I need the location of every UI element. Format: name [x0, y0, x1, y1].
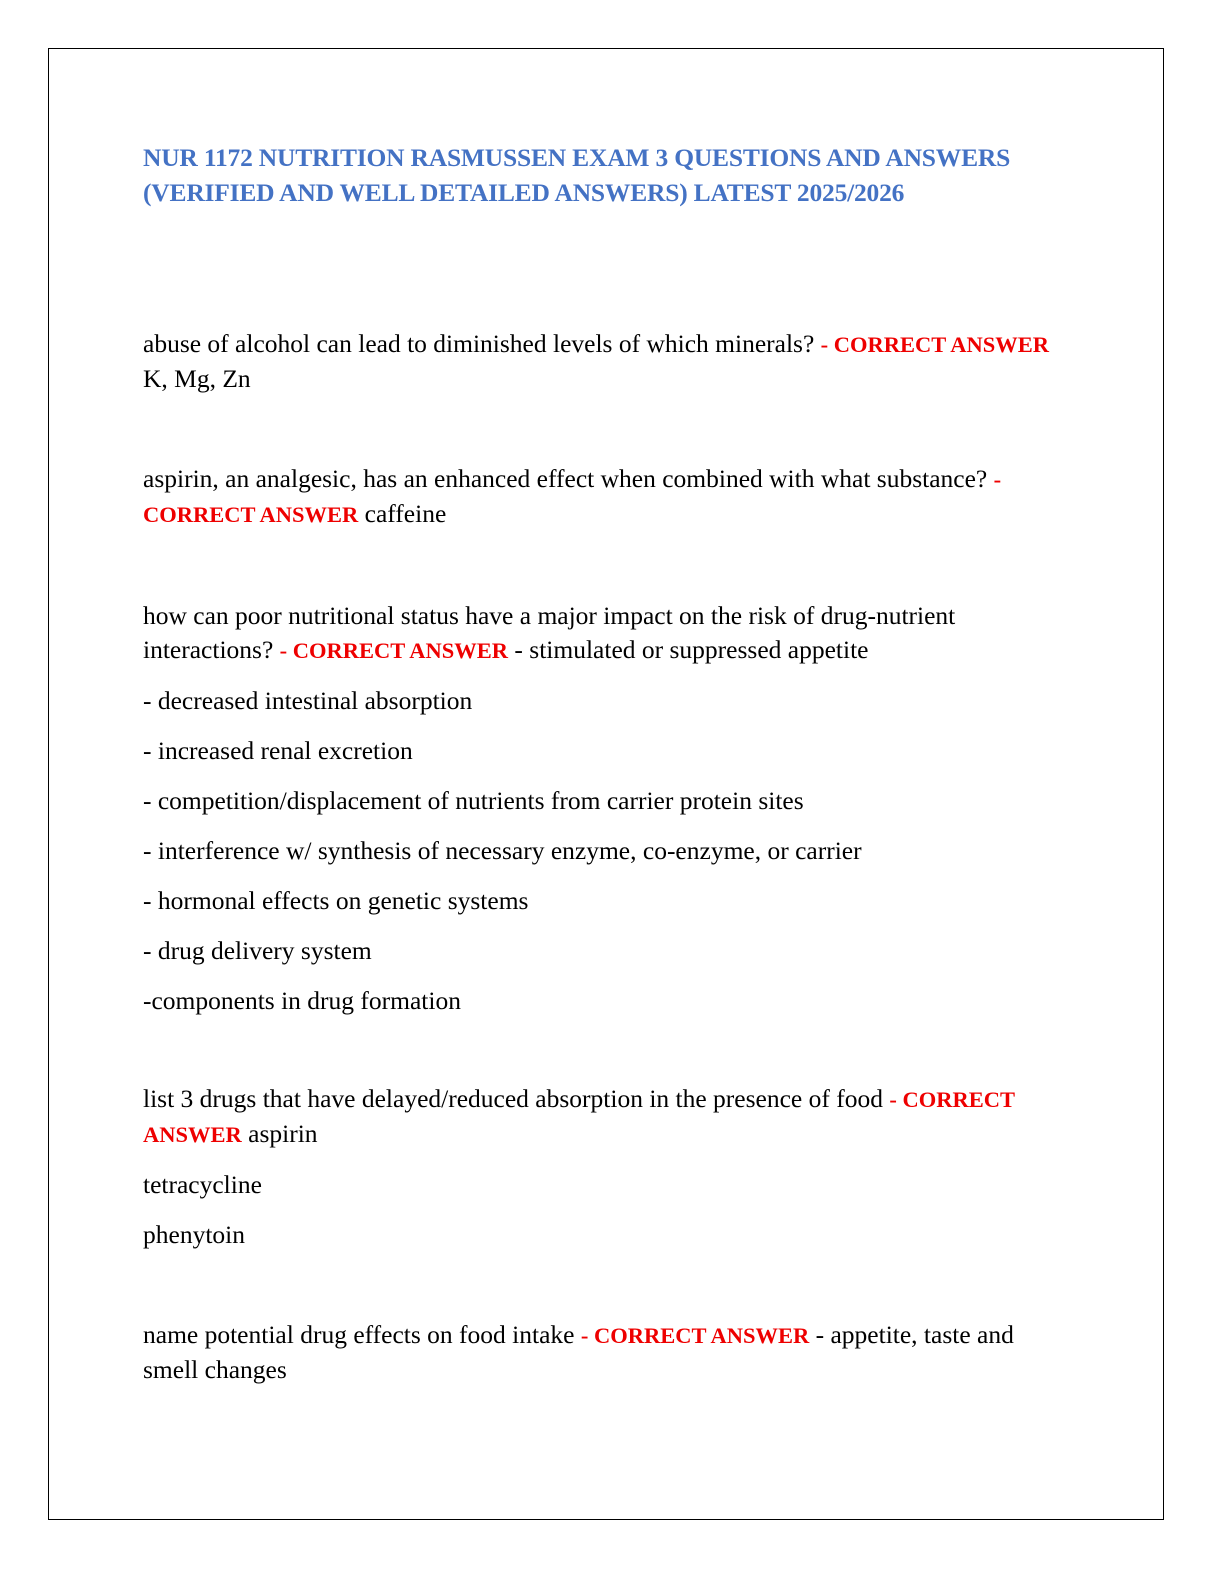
question-paragraph — [143, 1082, 1073, 1152]
answer-text: - stimulated or suppressed appetite — [514, 635, 869, 664]
qa-item — [143, 599, 1073, 1018]
question-text: how can poor nutritional status have a major impact on the risk of drug-nutrient interactions? — [143, 601, 956, 664]
answer-line: - competition/displacement of nutrients from carrier protein sites — [143, 786, 804, 815]
question-text: aspirin, an analgesic, has an enhanced effect when combined with what substance? — [143, 464, 988, 493]
answer-line: -components in drug formation — [143, 986, 461, 1015]
qa-item — [143, 1082, 1073, 1252]
question-text: name potential drug effects on food intake — [143, 1320, 575, 1349]
question-paragraph — [143, 327, 1073, 396]
correct-answer-marker: - CORRECT ANSWER — [820, 332, 1050, 357]
qa-item — [143, 327, 1073, 396]
answer-line: phenytoin — [143, 1220, 245, 1249]
qa-item — [143, 462, 1073, 532]
correct-answer-marker: - CORRECT ANSWER — [143, 467, 1002, 527]
qa-item — [143, 1318, 1073, 1387]
answer-text: aspirin — [248, 1119, 318, 1148]
answer-text: - appetite, taste and smell changes — [143, 1320, 1014, 1384]
document-content — [143, 140, 1073, 1387]
question-paragraph — [143, 599, 1073, 668]
question-text: list 3 drugs that have delayed/reduced absorption in the presence of food — [143, 1084, 883, 1113]
answer-line: - increased renal excretion — [143, 736, 413, 765]
answer-line: - decreased intestinal absorption — [143, 686, 473, 715]
answer-text: caffeine — [364, 499, 447, 528]
question-paragraph — [143, 1318, 1073, 1387]
answer-line: - drug delivery system — [143, 936, 372, 965]
question-text: abuse of alcohol can lead to diminished levels of which minerals? — [143, 329, 815, 358]
document-title: NUR 1172 NUTRITION RASMUSSEN EXAM 3 QUESTIONS AND ANSWERS (VERIFIED AND WELL DETAILED ANSWERS) LATEST 2025/2026 — [143, 143, 1011, 207]
correct-answer-marker: - CORRECT ANSWER — [143, 1087, 1015, 1147]
correct-answer-marker: - CORRECT ANSWER — [279, 638, 509, 663]
correct-answer-marker: - CORRECT ANSWER — [580, 1323, 810, 1348]
answer-line: - interference w/ synthesis of necessary enzyme, co-enzyme, or carrier — [143, 836, 862, 865]
answer-line: - hormonal effects on genetic systems — [143, 886, 529, 915]
answer-line: tetracycline — [143, 1170, 262, 1199]
answer-text: K, Mg, Zn — [143, 364, 251, 393]
question-paragraph — [143, 462, 1073, 532]
